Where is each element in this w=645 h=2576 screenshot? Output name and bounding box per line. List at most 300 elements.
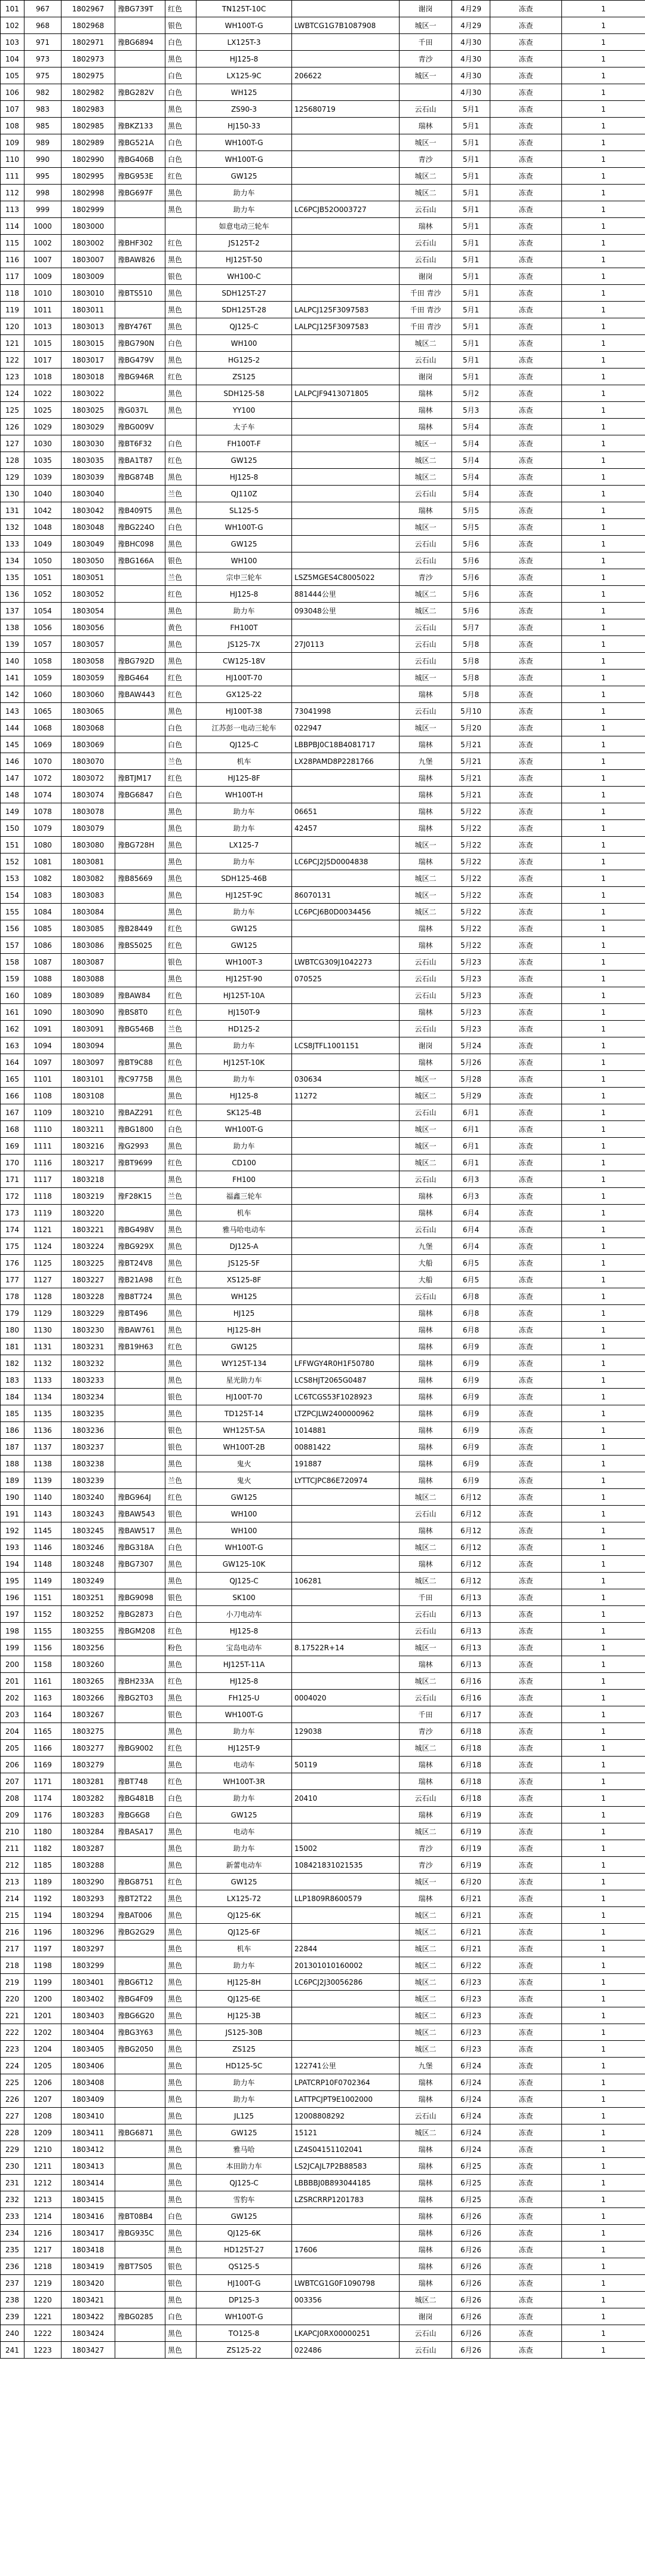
- cell-count: 1: [562, 51, 645, 67]
- cell-count: 1: [562, 486, 645, 502]
- cell-plate-number: 豫BG6T12: [115, 1974, 165, 1991]
- cell-record-seq: 1087: [24, 954, 62, 971]
- table-row: [1, 1305, 645, 1322]
- cell-plate-number: 豫BS8T0: [115, 1004, 165, 1021]
- cell-row-index: 178: [1, 1288, 24, 1305]
- cell-record-id: 1803090: [62, 1004, 115, 1021]
- cell-color: 粉色: [165, 1639, 196, 1656]
- cell-district: 瑞林: [400, 2191, 452, 2208]
- cell-frame-number: [292, 1823, 400, 1840]
- cell-color: 红色: [165, 1, 196, 17]
- cell-status: 冻查: [490, 2007, 562, 2024]
- cell-district: 谢岗: [400, 268, 452, 285]
- cell-model: 星光助力车: [196, 1372, 292, 1389]
- cell-date: 6月9: [452, 1389, 490, 1405]
- cell-record-id: 1803050: [62, 552, 115, 569]
- table-row: [1, 1037, 645, 1054]
- cell-date: 5月22: [452, 803, 490, 820]
- cell-frame-number: [292, 84, 400, 101]
- cell-record-seq: 1219: [24, 2275, 62, 2292]
- cell-frame-number: LZ4S04151102041: [292, 2141, 400, 2158]
- cell-frame-number: LS2JCAJL7P2B88583: [292, 2158, 400, 2175]
- cell-plate-number: [115, 2158, 165, 2175]
- cell-date: 6月25: [452, 2191, 490, 2208]
- cell-color: 黑色: [165, 51, 196, 67]
- cell-date: 6月1: [452, 1104, 490, 1121]
- cell-frame-number: 070525: [292, 971, 400, 987]
- cell-row-index: 212: [1, 1857, 24, 1874]
- table-row: [1, 1255, 645, 1272]
- cell-count: 1: [562, 536, 645, 552]
- cell-count: 1: [562, 1456, 645, 1472]
- cell-date: 6月26: [452, 2275, 490, 2292]
- cell-record-id: 1803249: [62, 1573, 115, 1589]
- cell-record-id: 1803051: [62, 569, 115, 586]
- cell-frame-number: 108421831021535: [292, 1857, 400, 1874]
- cell-frame-number: 122741公里: [292, 2058, 400, 2074]
- cell-plate-number: [115, 720, 165, 736]
- cell-district: 城区一: [400, 519, 452, 536]
- cell-row-index: 190: [1, 1489, 24, 1506]
- cell-frame-number: [292, 335, 400, 352]
- cell-frame-number: [292, 619, 400, 636]
- table-row: [1, 1790, 645, 1807]
- cell-row-index: 161: [1, 1004, 24, 1021]
- cell-record-id: 1803049: [62, 536, 115, 552]
- cell-row-index: 188: [1, 1456, 24, 1472]
- cell-date: 5月24: [452, 1037, 490, 1054]
- cell-plate-number: 豫BG964J: [115, 1489, 165, 1506]
- cell-district: [400, 84, 452, 101]
- cell-color: 黑色: [165, 502, 196, 519]
- cell-color: 兰色: [165, 1472, 196, 1489]
- cell-district: 瑞林: [400, 1757, 452, 1773]
- cell-record-id: 1803079: [62, 820, 115, 837]
- cell-count: 1: [562, 201, 645, 218]
- table-row: [1, 1623, 645, 1639]
- cell-frame-number: LWBTCG1G7B1087908: [292, 17, 400, 34]
- cell-district: 千田: [400, 1589, 452, 1606]
- cell-status: 冻查: [490, 2191, 562, 2208]
- cell-district: 云石山: [400, 1790, 452, 1807]
- cell-date: 6月8: [452, 1288, 490, 1305]
- cell-record-id: 1803243: [62, 1506, 115, 1522]
- cell-status: 冻查: [490, 1974, 562, 1991]
- cell-record-id: 1803058: [62, 653, 115, 670]
- cell-frame-number: [292, 1288, 400, 1305]
- cell-record-seq: 1119: [24, 1205, 62, 1221]
- cell-record-id: 1803266: [62, 1690, 115, 1706]
- cell-district: 瑞林: [400, 1054, 452, 1071]
- cell-date: 5月28: [452, 1071, 490, 1088]
- cell-row-index: 118: [1, 285, 24, 302]
- cell-row-index: 145: [1, 736, 24, 753]
- cell-row-index: 156: [1, 920, 24, 937]
- cell-plate-number: 豫BG2G29: [115, 1924, 165, 1941]
- cell-model: CW125-18V: [196, 653, 292, 670]
- cell-record-id: 1803211: [62, 1121, 115, 1138]
- cell-record-id: 1803072: [62, 770, 115, 787]
- cell-status: 冻查: [490, 887, 562, 904]
- cell-plate-number: [115, 2342, 165, 2359]
- table-row: [1, 1355, 645, 1372]
- cell-color: 黑色: [165, 636, 196, 653]
- table-row: [1, 736, 645, 753]
- table-row: [1, 1155, 645, 1171]
- cell-status: 冻查: [490, 2225, 562, 2242]
- cell-frame-number: LWBTCG309J1042273: [292, 954, 400, 971]
- cell-model: ZS90-3: [196, 101, 292, 118]
- cell-record-id: 1803403: [62, 2007, 115, 2024]
- cell-record-seq: 1155: [24, 1623, 62, 1639]
- cell-frame-number: 881444公里: [292, 586, 400, 603]
- cell-record-id: 1803402: [62, 1991, 115, 2007]
- cell-color: 黑色: [165, 1991, 196, 2007]
- cell-record-seq: 1007: [24, 251, 62, 268]
- cell-frame-number: [292, 1907, 400, 1924]
- cell-color: 黑色: [165, 1255, 196, 1272]
- cell-district: 城区一: [400, 1121, 452, 1138]
- table-row: [1, 1941, 645, 1957]
- cell-record-seq: 1060: [24, 686, 62, 703]
- cell-date: 5月3: [452, 402, 490, 419]
- cell-model: LX125-7: [196, 837, 292, 853]
- cell-count: 1: [562, 670, 645, 686]
- cell-row-index: 199: [1, 1639, 24, 1656]
- cell-count: 1: [562, 1338, 645, 1355]
- cell-row-index: 201: [1, 1673, 24, 1690]
- cell-frame-number: [292, 1104, 400, 1121]
- cell-record-seq: 1035: [24, 452, 62, 469]
- cell-date: 6月25: [452, 2175, 490, 2191]
- cell-date: 6月24: [452, 2058, 490, 2074]
- table-row: [1, 770, 645, 787]
- cell-status: 冻查: [490, 586, 562, 603]
- cell-row-index: 133: [1, 536, 24, 552]
- table-row: [1, 1539, 645, 1556]
- cell-row-index: 147: [1, 770, 24, 787]
- cell-status: 冻查: [490, 1205, 562, 1221]
- cell-model: GW125: [196, 2124, 292, 2141]
- cell-row-index: 124: [1, 385, 24, 402]
- cell-status: 冻查: [490, 419, 562, 435]
- table-row: [1, 1991, 645, 2007]
- cell-district: 城区一: [400, 1874, 452, 1890]
- cell-record-seq: 1110: [24, 1121, 62, 1138]
- cell-date: 5月22: [452, 820, 490, 837]
- cell-status: 冻查: [490, 469, 562, 486]
- cell-row-index: 198: [1, 1623, 24, 1639]
- cell-record-seq: 1185: [24, 1857, 62, 1874]
- cell-status: 冻查: [490, 753, 562, 770]
- cell-color: 白色: [165, 335, 196, 352]
- cell-district: 瑞林: [400, 2141, 452, 2158]
- cell-count: 1: [562, 770, 645, 787]
- cell-status: 冻查: [490, 486, 562, 502]
- cell-record-seq: 1176: [24, 1807, 62, 1823]
- table-row: [1, 1924, 645, 1941]
- table-row: [1, 67, 645, 84]
- cell-record-seq: 1222: [24, 2325, 62, 2342]
- cell-row-index: 236: [1, 2258, 24, 2275]
- cell-count: 1: [562, 904, 645, 920]
- cell-record-seq: 1068: [24, 720, 62, 736]
- cell-count: 1: [562, 2091, 645, 2108]
- cell-color: 黑色: [165, 1221, 196, 1238]
- cell-status: 冻查: [490, 703, 562, 720]
- cell-row-index: 126: [1, 419, 24, 435]
- cell-status: 冻查: [490, 1155, 562, 1171]
- cell-row-index: 112: [1, 185, 24, 201]
- cell-plate-number: [115, 1472, 165, 1489]
- cell-status: 冻查: [490, 1606, 562, 1623]
- cell-color: 黑色: [165, 385, 196, 402]
- cell-row-index: 211: [1, 1840, 24, 1857]
- cell-model: JL125: [196, 2108, 292, 2124]
- cell-record-seq: 1182: [24, 1840, 62, 1857]
- cell-frame-number: 022486: [292, 2342, 400, 2359]
- cell-frame-number: [292, 2308, 400, 2325]
- cell-count: 1: [562, 2225, 645, 2242]
- cell-status: 冻查: [490, 1723, 562, 1740]
- cell-model: GW125: [196, 937, 292, 954]
- cell-count: 1: [562, 419, 645, 435]
- cell-model: GX125-22: [196, 686, 292, 703]
- cell-date: 6月9: [452, 1456, 490, 1472]
- table-row: [1, 1773, 645, 1790]
- cell-model: WH125: [196, 84, 292, 101]
- cell-record-id: 1803089: [62, 987, 115, 1004]
- cell-color: 黑色: [165, 2074, 196, 2091]
- cell-date: 6月26: [452, 2208, 490, 2225]
- cell-row-index: 183: [1, 1372, 24, 1389]
- cell-count: 1: [562, 1104, 645, 1121]
- cell-frame-number: LALPCJ125F3097583: [292, 318, 400, 335]
- cell-count: 1: [562, 369, 645, 385]
- table-row: [1, 385, 645, 402]
- cell-record-id: 1803220: [62, 1205, 115, 1221]
- cell-date: 6月8: [452, 1322, 490, 1338]
- cell-record-seq: 1083: [24, 887, 62, 904]
- cell-model: CD100: [196, 1155, 292, 1171]
- cell-district: 瑞林: [400, 2074, 452, 2091]
- cell-date: 6月9: [452, 1405, 490, 1422]
- cell-model: HJ150T-9: [196, 1004, 292, 1021]
- cell-frame-number: [292, 34, 400, 51]
- cell-status: 冻查: [490, 2292, 562, 2308]
- cell-district: 云石山: [400, 1288, 452, 1305]
- cell-count: 1: [562, 1573, 645, 1589]
- cell-status: 冻查: [490, 820, 562, 837]
- cell-date: 5月1: [452, 302, 490, 318]
- cell-frame-number: [292, 1656, 400, 1673]
- cell-model: HJ125-3B: [196, 2007, 292, 2024]
- cell-record-seq: 1204: [24, 2041, 62, 2058]
- cell-count: 1: [562, 101, 645, 118]
- cell-count: 1: [562, 1355, 645, 1372]
- cell-record-seq: 1221: [24, 2308, 62, 2325]
- cell-record-seq: 1131: [24, 1338, 62, 1355]
- cell-date: 5月6: [452, 603, 490, 619]
- cell-record-seq: 1029: [24, 419, 62, 435]
- cell-color: 银色: [165, 17, 196, 34]
- cell-row-index: 230: [1, 2158, 24, 2175]
- cell-district: 城区一: [400, 435, 452, 452]
- cell-record-seq: 1125: [24, 1255, 62, 1272]
- cell-plate-number: [115, 17, 165, 34]
- cell-model: 电动车: [196, 1757, 292, 1773]
- cell-model: WH100T-G: [196, 134, 292, 151]
- cell-plate-number: 豫G037L: [115, 402, 165, 419]
- cell-row-index: 176: [1, 1255, 24, 1272]
- cell-status: 冻查: [490, 1188, 562, 1205]
- cell-district: 青沙: [400, 51, 452, 67]
- cell-count: 1: [562, 1823, 645, 1840]
- cell-model: HJ125-8: [196, 1673, 292, 1690]
- cell-district: 九堡: [400, 2058, 452, 2074]
- cell-row-index: 220: [1, 1991, 24, 2007]
- cell-district: 云石山: [400, 987, 452, 1004]
- table-row: [1, 151, 645, 168]
- cell-frame-number: [292, 1138, 400, 1155]
- cell-record-seq: 1069: [24, 736, 62, 753]
- cell-count: 1: [562, 1255, 645, 1272]
- cell-district: 谢岗: [400, 2308, 452, 2325]
- cell-frame-number: 00881422: [292, 1439, 400, 1456]
- cell-color: 黑色: [165, 1890, 196, 1907]
- cell-date: 5月22: [452, 904, 490, 920]
- cell-row-index: 237: [1, 2275, 24, 2292]
- cell-plate-number: [115, 887, 165, 904]
- cell-record-id: 1803227: [62, 1272, 115, 1288]
- cell-record-id: 1803094: [62, 1037, 115, 1054]
- cell-district: 青沙: [400, 1840, 452, 1857]
- cell-date: 6月12: [452, 1556, 490, 1573]
- cell-record-id: 1803409: [62, 2091, 115, 2108]
- cell-row-index: 210: [1, 1823, 24, 1840]
- cell-row-index: 120: [1, 318, 24, 335]
- cell-count: 1: [562, 1171, 645, 1188]
- cell-record-id: 1803232: [62, 1355, 115, 1372]
- cell-record-seq: 1200: [24, 1991, 62, 2007]
- table-row: [1, 519, 645, 536]
- cell-date: 6月18: [452, 1790, 490, 1807]
- cell-plate-number: [115, 1372, 165, 1389]
- cell-district: 城区一: [400, 17, 452, 34]
- cell-district: 瑞林: [400, 2275, 452, 2292]
- cell-row-index: 193: [1, 1539, 24, 1556]
- cell-frame-number: [292, 1, 400, 17]
- cell-plate-number: 豫BS5025: [115, 937, 165, 954]
- cell-date: 5月23: [452, 971, 490, 987]
- cell-district: 云石山: [400, 235, 452, 251]
- cell-district: 青沙: [400, 1723, 452, 1740]
- cell-color: 黑色: [165, 402, 196, 419]
- cell-color: 红色: [165, 168, 196, 185]
- cell-status: 冻查: [490, 2208, 562, 2225]
- cell-record-seq: 1124: [24, 1238, 62, 1255]
- table-row: [1, 887, 645, 904]
- cell-row-index: 113: [1, 201, 24, 218]
- cell-frame-number: [292, 1205, 400, 1221]
- cell-record-id: 1803281: [62, 1773, 115, 1790]
- cell-record-seq: 1116: [24, 1155, 62, 1171]
- cell-status: 冻查: [490, 1690, 562, 1706]
- cell-color: 黑色: [165, 302, 196, 318]
- table-row: [1, 1405, 645, 1422]
- cell-status: 冻查: [490, 1890, 562, 1907]
- cell-frame-number: [292, 1539, 400, 1556]
- cell-record-seq: 968: [24, 17, 62, 34]
- cell-frame-number: LPATCRP10F0702364: [292, 2074, 400, 2091]
- table-row: [1, 1639, 645, 1656]
- cell-model: GW125: [196, 920, 292, 937]
- cell-status: 冻查: [490, 1907, 562, 1924]
- cell-row-index: 177: [1, 1272, 24, 1288]
- cell-row-index: 221: [1, 2007, 24, 2024]
- cell-date: 6月23: [452, 1991, 490, 2007]
- cell-color: 红色: [165, 1155, 196, 1171]
- cell-record-seq: 1201: [24, 2007, 62, 2024]
- cell-row-index: 204: [1, 1723, 24, 1740]
- cell-record-seq: 1171: [24, 1773, 62, 1790]
- cell-record-id: 1803056: [62, 619, 115, 636]
- cell-model: WH100T-G: [196, 1539, 292, 1556]
- cell-frame-number: [292, 419, 400, 435]
- cell-district: 城区二: [400, 452, 452, 469]
- cell-count: 1: [562, 686, 645, 703]
- cell-status: 冻查: [490, 853, 562, 870]
- cell-record-seq: 1196: [24, 1924, 62, 1941]
- cell-district: 瑞林: [400, 1456, 452, 1472]
- cell-count: 1: [562, 469, 645, 486]
- cell-color: 黑色: [165, 971, 196, 987]
- cell-date: 5月1: [452, 235, 490, 251]
- cell-status: 冻查: [490, 2124, 562, 2141]
- cell-record-id: 1803078: [62, 803, 115, 820]
- cell-row-index: 154: [1, 887, 24, 904]
- cell-frame-number: LTZPCJLW2400000962: [292, 1405, 400, 1422]
- cell-frame-number: LALPCJ125F3097583: [292, 302, 400, 318]
- cell-row-index: 142: [1, 686, 24, 703]
- cell-frame-number: LCS8JTFL1001151: [292, 1037, 400, 1054]
- cell-row-index: 228: [1, 2124, 24, 2141]
- cell-color: 红色: [165, 1272, 196, 1288]
- table-row: [1, 118, 645, 134]
- cell-record-seq: 1010: [24, 285, 62, 302]
- cell-model: 鬼火: [196, 1456, 292, 1472]
- cell-date: 6月12: [452, 1489, 490, 1506]
- cell-color: 黑色: [165, 1405, 196, 1422]
- cell-frame-number: LKAPCJ0RX00000251: [292, 2325, 400, 2342]
- cell-date: 5月23: [452, 954, 490, 971]
- cell-district: 九堡: [400, 1238, 452, 1255]
- cell-record-id: 1802982: [62, 84, 115, 101]
- cell-status: 冻查: [490, 1623, 562, 1639]
- cell-record-seq: 1135: [24, 1405, 62, 1422]
- cell-district: 瑞林: [400, 1807, 452, 1823]
- cell-plate-number: 豫BG953E: [115, 168, 165, 185]
- table-row: [1, 2225, 645, 2242]
- cell-frame-number: 73041998: [292, 703, 400, 720]
- cell-record-seq: 1002: [24, 235, 62, 251]
- cell-record-id: 1803419: [62, 2258, 115, 2275]
- cell-row-index: 155: [1, 904, 24, 920]
- cell-district: 谢岗: [400, 1, 452, 17]
- cell-status: 冻查: [490, 1823, 562, 1840]
- cell-status: 冻查: [490, 1322, 562, 1338]
- cell-record-seq: 1086: [24, 937, 62, 954]
